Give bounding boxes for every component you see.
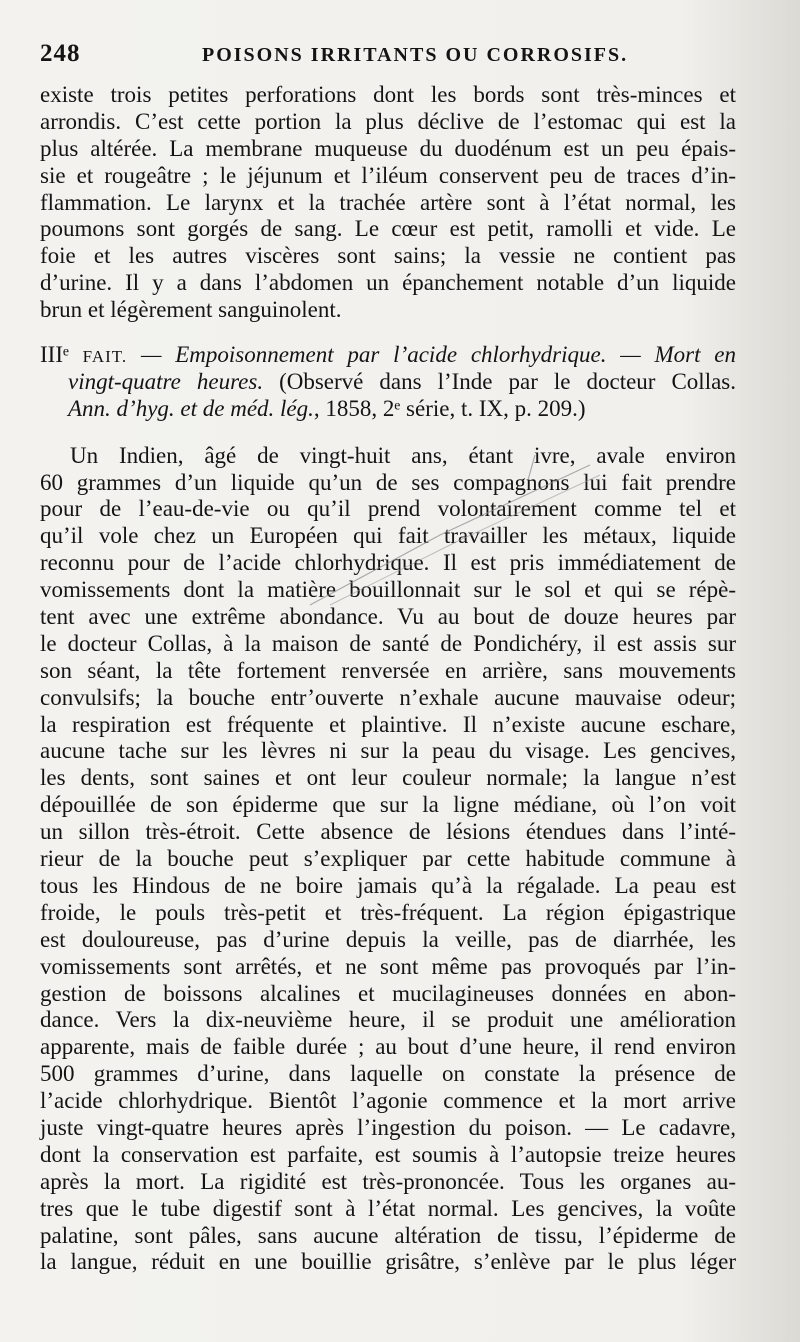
- text-line: reconnu pour de l’acide chlorhydrique. Il est pris immédiatement de: [40, 550, 736, 576]
- text-line: juste vingt-quatre heures après l’ingestion du poison. — Le cadavre,: [40, 1114, 736, 1140]
- text-line: vomissements dont la matière bouillonnait sur le sol et qui se répè-: [40, 577, 736, 603]
- text-line: plus altérée. La membrane muqueuse du duodénum est un peu épais-: [40, 135, 736, 161]
- text-line: palatine, sont pâles, sans aucune altération de tissu, l’épiderme de: [40, 1222, 736, 1248]
- text-line: convulsifs; la bouche entr’ouverte n’exhale aucune mauvaise odeur;: [40, 684, 736, 710]
- text-line: arrondis. C’est cette portion la plus déclive de l’estomac qui est la: [40, 108, 736, 134]
- paragraph-case-description: [40, 443, 736, 1277]
- page-number: 248: [40, 40, 81, 67]
- text-line: existe trois petites perforations dont les bords sont très-minces et: [40, 82, 736, 107]
- case-title: — Empoisonnement par l’acide chlorhydrique. — Mort en: [127, 342, 736, 368]
- case-heading-line: [40, 369, 736, 396]
- text-line: sie et rougeâtre ; le jéjunum et l’iléum conservent peu de traces d’in-: [40, 162, 736, 188]
- text-line: rieur de la bouche peut s’expliquer par cette habitude commune à: [40, 846, 736, 872]
- text-line: 60 grammes d’un liquide qu’un de ses compagnons lui fait prendre: [40, 469, 736, 495]
- text-line: dance. Vers la dix-neuvième heure, il se produit une amélioration: [40, 1007, 736, 1033]
- text-line: les dents, sont saines et ont leur couleur normale; la langue n’est: [40, 765, 736, 791]
- case-heading-line: [40, 396, 736, 423]
- case-title-cont: vingt-quatre heures.: [68, 368, 264, 394]
- text-line: apparente, mais de faible durée ; au bout d’une heure, il rend environ: [40, 1034, 736, 1060]
- text-line: dépouillée de son épiderme que sur la ligne médiane, où l’on voit: [40, 792, 736, 818]
- case-heading-line: [40, 342, 736, 369]
- text-line: la langue, réduit en une bouillie grisâtre, s’enlève par le plus léger: [40, 1249, 736, 1275]
- text-line: aucune tache sur les lèvres ni sur la peau du visage. Les gencives,: [40, 738, 736, 764]
- running-title: POISONS IRRITANTS OU CORROSIFS.: [202, 44, 629, 66]
- case-heading: [40, 342, 736, 423]
- text-line: 500 grammes d’urine, dans laquelle on constate la présence de: [40, 1061, 736, 1087]
- text-line: froide, le pouls très-petit et très-fréquent. La région épigastrique: [40, 899, 736, 925]
- text-line: qu’il vole chez un Européen qui fait travailler les métaux, liquide: [40, 523, 736, 549]
- case-number: IIIᵉ: [40, 342, 69, 368]
- page-header: [40, 40, 740, 74]
- text-line: son séant, la tête fortement renversée en arrière, sans mouvements: [40, 657, 736, 683]
- text-line: Un Indien, âgé de vingt-huit ans, étant ivre, avale environ: [70, 442, 736, 468]
- text-line: un sillon très-étroit. Cette absence de lésions étendues dans l’inté-: [40, 819, 736, 845]
- text-line: brun et légèrement sanguinolent.: [40, 297, 342, 323]
- text-line: foie et les autres viscères sont sains; la vessie ne contient pas: [40, 243, 736, 269]
- text-line: d’urine. Il y a dans l’abdomen un épanchement notable d’un liquide: [40, 270, 736, 296]
- text-line: la respiration est fréquente et plaintive. Il n’existe aucune eschare,: [40, 711, 736, 737]
- text-line: tres que le tube digestif sont à l’état normal. Les gencives, la voûte: [40, 1195, 736, 1221]
- case-label: FAIT.: [82, 347, 128, 367]
- case-source: (Observé dans l’Inde par le docteur Collas.: [263, 368, 736, 394]
- text-line: le docteur Collas, à la maison de santé de Pondichéry, il est assis sur: [40, 630, 736, 656]
- text-line: poumons sont gorgés de sang. Le cœur est petit, ramolli et vide. Le: [40, 216, 736, 242]
- text-line: gestion de boissons alcalines et mucilagineuses données en abon-: [40, 980, 736, 1006]
- text-line: après la mort. La rigidité est très-prononcée. Tous les organes au-: [40, 1168, 736, 1194]
- text-line: dont la conservation est parfaite, est soumis à l’autopsie treize heures: [40, 1141, 736, 1167]
- case-reference-detail: , 1858, 2ᵉ série, t. IX, p. 209.): [313, 395, 586, 421]
- text-line: vomissements sont arrêtés, et ne sont même pas provoqués par l’in-: [40, 953, 736, 979]
- text-line: est douloureuse, pas d’urine depuis la veille, pas de diarrhée, les: [40, 926, 736, 952]
- text-line: l’acide chlorhydrique. Bientôt l’agonie commence et la mort arrive: [40, 1088, 736, 1114]
- text-line: tous les Hindous de ne boire jamais qu’à la régalade. La peau est: [40, 872, 736, 898]
- paragraph-continued: [40, 82, 736, 324]
- case-reference-journal: Ann. d’hyg. et de méd. lég.: [68, 395, 314, 421]
- text-line: tent avec une extrême abondance. Vu au bout de douze heures par: [40, 604, 736, 630]
- text-line: flammation. Le larynx et la trachée artère sont à l’état normal, les: [40, 189, 736, 215]
- page-body: [40, 82, 736, 1276]
- text-line: pour de l’eau-de-vie ou qu’il prend volontairement comme tel et: [40, 496, 736, 522]
